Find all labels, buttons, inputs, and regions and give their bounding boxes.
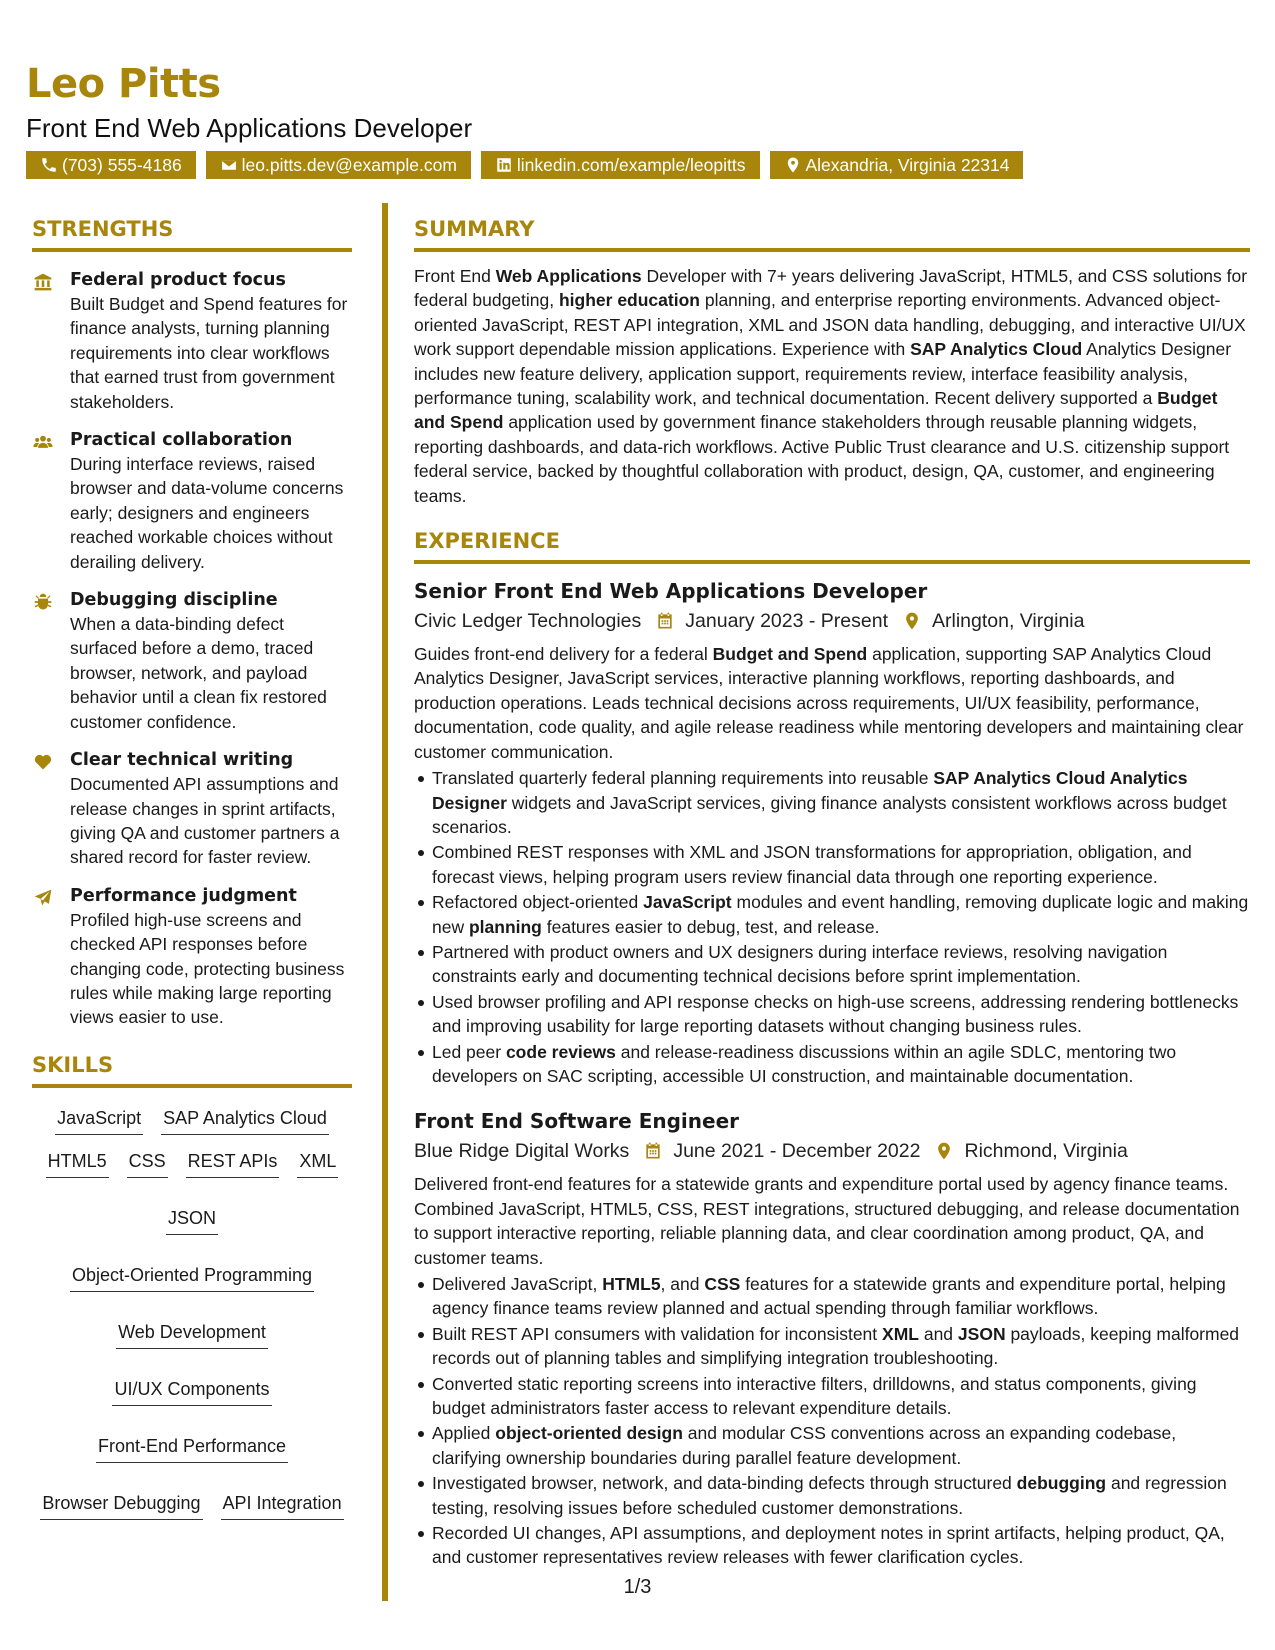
job-description: Delivered front-end features for a statewide grants and expenditure portal used by agency finance teams. Combined JavaScript, HTML5, CSS, REST integrations, structured debugging, and release documentation to support interactive reporting, reliable planning data, and clear coordination among product, QA, and customer teams.: [414, 1174, 1240, 1268]
contact-text: (703) 555-4186: [62, 155, 182, 175]
paper-plane-icon: [32, 888, 54, 908]
skill-tag: UI/UX Components: [112, 1377, 271, 1406]
strength-text: Documented API assumptions and release changes in sprint artifacts, giving QA and customer partners a shared record for faster review.: [70, 774, 340, 868]
skill-tag: CSS: [127, 1149, 168, 1178]
skill-tag: XML: [297, 1149, 338, 1178]
summary-text: Front End Web Applications Developer with 7+ years delivering JavaScript, HTML5, and CSS solutions for federal budgeting, higher education planning, and enterprise reporting environments. Advanced object-oriented JavaScript, REST API integration, XML and JSON data handling, debugging, and interactive UI/UX work support dependable mission applications. Experience with SAP Analytics Cloud Analytics Designer includes new feature delivery, application support, requirements review, interface feasibility analysis, performance tuning, scalability work, and technical documentation. Recent delivery supported a Budget and Spend application used by government finance stakeholders through reusable planning widgets, reporting dashboards, and data-rich workflows. Active Public Trust clearance and U.S. citizenship support federal service, backed by thoughtful collaboration with product, design, QA, customer, and engineering teams.: [414, 266, 1248, 506]
contact-text: Alexandria, Virginia 22314: [805, 155, 1010, 175]
bank-icon: [32, 272, 54, 292]
candidate-name: Leo Pitts: [26, 61, 221, 107]
right-column: [414, 214, 1250, 1571]
strength-title: Performance judgment: [70, 885, 297, 906]
strength-title: Practical collaboration: [70, 430, 293, 451]
skill-tag: HTML5: [46, 1149, 109, 1178]
strength-item: [32, 748, 352, 870]
job-meta: [414, 1136, 1250, 1166]
heart-icon: [32, 752, 54, 772]
bug-icon: [32, 592, 54, 612]
job-title: Senior Front End Web Applications Developer: [414, 579, 928, 604]
location-pin-icon: [784, 156, 802, 174]
left-column: [32, 214, 352, 1520]
phone-icon: [40, 156, 58, 174]
job-bullet: Delivered JavaScript, HTML5, and CSS features for a statewide grants and expenditure portal, helping agency finance teams review planned and actual spending through familiar workflows.: [432, 1272, 1250, 1321]
strength-title: Debugging discipline: [70, 590, 278, 611]
summary-heading: SUMMARY: [414, 214, 1250, 252]
job-bullet: Investigated browser, network, and data-binding defects through structured debugging and regression testing, resolving issues before scheduled customer demonstrations.: [432, 1471, 1250, 1520]
contact-bar: [26, 151, 1023, 179]
job-bullet: Used browser profiling and API response checks on high-use screens, addressing rendering bottlenecks and improving usability for large reporting datasets without changing business rules.: [432, 990, 1250, 1039]
strength-title: Clear technical writing: [70, 750, 294, 771]
skills-heading: SKILLS: [32, 1050, 352, 1088]
linkedin-icon: [495, 156, 513, 174]
strength-item: [32, 428, 352, 574]
job-location: Arlington, Virginia: [931, 610, 1085, 633]
strength-text: During interface reviews, raised browser and data-volume concerns early; designers and engineers reached workable choices without derailing delivery.: [70, 454, 344, 572]
job-description: Guides front-end delivery for a federal Budget and Spend application, supporting SAP Analytics Cloud Analytics Designer, JavaScript services, interactive planning workflows, reporting dashboards, and production operations. Leads technical decisions across requirements, UI/UX feasibility, performance, documentation, code quality, and agile release readiness while mentoring developers and maintaining clear customer communication.: [414, 644, 1244, 762]
strength-item: [32, 588, 352, 734]
strength-text: Profiled high-use screens and checked API responses before changing code, protecting business rules while making large reporting views easier to use.: [70, 909, 345, 1028]
strength-item: [32, 884, 352, 1030]
users-icon: [32, 432, 54, 452]
job-meta: [414, 606, 1250, 636]
skill-tag: SAP Analytics Cloud: [161, 1106, 329, 1135]
strength-item: [32, 268, 352, 414]
contact-phone[interactable]: [26, 151, 196, 179]
job-title: Front End Software Engineer: [414, 1109, 739, 1134]
skills-section: [32, 1050, 352, 1520]
skill-tag: Front-End Performance: [96, 1434, 288, 1463]
experience-section: [414, 526, 1250, 1570]
strength-text: Built Budget and Spend features for finance analysts, turning planning requirements into clear workflows that earned trust from government stakeholders.: [70, 294, 348, 412]
skill-tag: Object-Oriented Programming: [70, 1263, 314, 1292]
skill-tag: REST APIs: [186, 1149, 280, 1178]
job-bullet: Led peer code reviews and release-readiness discussions within an agile SDLC, mentoring two developers on SAC scripting, accessible UI construction, and maintainable documentation.: [432, 1040, 1250, 1089]
job-bullet: Converted static reporting screens into interactive filters, drilldowns, and status components, giving budget administrators faster access to relevant expenditure details.: [432, 1372, 1250, 1421]
skill-tag: JavaScript: [55, 1106, 143, 1135]
job-bullet: Recorded UI changes, API assumptions, and deployment notes in sprint artifacts, helping product, QA, and customer representatives review releases with fewer clarification cycles.: [432, 1521, 1250, 1570]
experience-heading: EXPERIENCE: [414, 526, 1250, 564]
job-entry: [414, 1106, 1250, 1570]
skill-tag: API Integration: [221, 1491, 344, 1520]
envelope-icon: [220, 156, 238, 174]
job-company: Blue Ridge Digital Works: [414, 1140, 630, 1163]
job-location: Richmond, Virginia: [964, 1140, 1128, 1163]
job-dates: June 2021 - December 2022: [673, 1140, 921, 1163]
location-pin-icon: [902, 611, 922, 631]
strength-title: Federal product focus: [70, 270, 286, 290]
contact-text: linkedin.com/example/leopitts: [516, 155, 746, 175]
calendar-icon: [643, 1141, 663, 1161]
strengths-list: [32, 252, 352, 1030]
skill-tag: Browser Debugging: [40, 1491, 202, 1520]
job-bullet: Combined REST responses with XML and JSON transformations for appropriation, obligation, and forecast views, helping program users review financial data through one reporting experience.: [432, 840, 1250, 889]
job-bullet: Translated quarterly federal planning requirements into reusable SAP Analytics Cloud Analytics Designer widgets and JavaScript services, giving finance analysts consistent workflows across budget scenarios.: [432, 766, 1250, 839]
job-bullets: [414, 1272, 1250, 1570]
job-company: Civic Ledger Technologies: [414, 610, 642, 633]
strengths-heading: STRENGTHS: [32, 214, 352, 252]
job-bullet: Applied object-oriented design and modular CSS conventions across an expanding codebase, clarifying ownership boundaries during parallel feature development.: [432, 1421, 1250, 1470]
job-bullet: Refactored object-oriented JavaScript modules and event handling, removing duplicate logic and making new planning features easier to debug, test, and release.: [432, 890, 1250, 939]
job-bullets: [414, 766, 1250, 1088]
job-dates: January 2023 - Present: [685, 610, 888, 633]
job-bullet: Built REST API consumers with validation for inconsistent XML and JSON payloads, keeping malformed records out of planning tables and simplifying integration troubleshooting.: [432, 1322, 1250, 1371]
skill-tag: JSON: [166, 1206, 218, 1235]
job-bullet: Partnered with product owners and UX designers during interface reviews, resolving navigation constraints early and documenting technical decisions before sprint implementation.: [432, 940, 1250, 989]
location-pin-icon: [934, 1141, 954, 1161]
calendar-icon: [655, 611, 675, 631]
page-number: 1/3: [623, 1576, 652, 1598]
skills-list: [32, 1088, 352, 1520]
job-entry: [414, 576, 1250, 1088]
strength-text: When a data-binding defect surfaced before a demo, traced browser, network, and payload behavior until a clean fix restored customer confidence.: [70, 614, 327, 732]
contact-text: leo.pitts.dev@example.com: [241, 155, 457, 175]
contact-linkedin[interactable]: [481, 151, 760, 179]
contact-email[interactable]: [206, 151, 471, 179]
skill-tag: Web Development: [116, 1320, 268, 1349]
contact-location[interactable]: [770, 151, 1024, 179]
candidate-role: Front End Web Applications Developer: [26, 113, 473, 143]
column-divider: [382, 203, 388, 1601]
